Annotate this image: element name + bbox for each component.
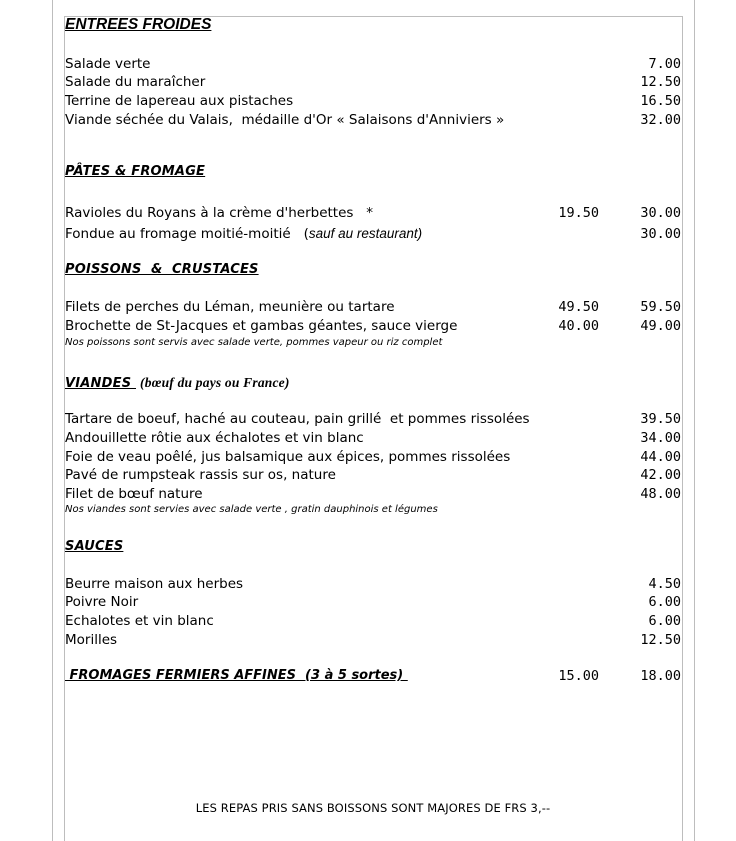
menu-item xyxy=(65,612,681,630)
item-price: 32.00 xyxy=(640,112,681,128)
item-price: 4.50 xyxy=(648,576,681,592)
item-price: 42.00 xyxy=(640,467,681,483)
menu-item xyxy=(65,410,681,428)
section-heading-sauces: SAUCES xyxy=(65,539,124,554)
section-note-viandes: Nos viandes sont servies avec salade verte , gratin dauphinois et légumes xyxy=(65,504,438,515)
item-name: Foie de veau poêlé, jus balsamique aux épices, pommes rissolées xyxy=(65,449,511,465)
section-heading-poissons: POISSONS & CRUSTACES xyxy=(65,262,259,277)
page-border-right xyxy=(694,0,695,841)
item-name: Morilles xyxy=(65,632,118,648)
section-heading-entrees-froides: ENTREES FROIDES xyxy=(65,16,212,33)
section-heading-pates-fromage: PÂTES & FROMAGE xyxy=(65,164,206,179)
item-name: Andouillette rôtie aux échalotes et vin blanc xyxy=(65,430,364,446)
item-price: 48.00 xyxy=(640,486,681,502)
item-price: 49.00 xyxy=(640,318,681,334)
item-price-small: 40.00 xyxy=(558,318,599,334)
item-price: 7.00 xyxy=(648,56,681,72)
footer-note: LES REPAS PRIS SANS BOISSONS SONT MAJORES DE FRS 3,-- xyxy=(195,801,551,815)
item-name: Poivre Noir xyxy=(65,594,139,610)
menu-item xyxy=(65,317,681,335)
menu-item xyxy=(65,631,681,649)
item-name: Terrine de lapereau aux pistaches xyxy=(65,93,294,109)
item-name: Viande séchée du Valais, médaille d'Or « Salaisons d'Anniviers » xyxy=(65,112,505,128)
item-price: 18.00 xyxy=(640,668,681,684)
item-name-remark: sauf au restaurant) xyxy=(308,226,423,241)
item-price: 12.50 xyxy=(640,632,681,648)
item-name: Brochette de St-Jacques et gambas géantes, sauce vierge xyxy=(65,318,458,334)
menu-item xyxy=(65,111,681,129)
item-price-small: 19.50 xyxy=(558,205,599,221)
item-price-small: 15.00 xyxy=(558,668,599,684)
section-heading-fromages: FROMAGES FERMIERS AFFINES (3 à 5 sortes) xyxy=(65,668,408,683)
item-name: Filets de perches du Léman, meunière ou tartare xyxy=(65,299,395,315)
menu-item xyxy=(65,225,681,243)
item-price: 59.50 xyxy=(640,299,681,315)
menu-item xyxy=(65,298,681,316)
item-price: 39.50 xyxy=(640,411,681,427)
heading-title: VIANDES xyxy=(65,376,136,391)
item-price: 34.00 xyxy=(640,430,681,446)
item-price-small: 49.50 xyxy=(558,299,599,315)
item-name: Salade verte xyxy=(65,56,151,72)
menu-item xyxy=(65,204,681,222)
item-price: 6.00 xyxy=(648,594,681,610)
section-note-poissons: Nos poissons sont servis avec salade verte, pommes vapeur ou riz complet xyxy=(65,337,443,348)
item-price: 16.50 xyxy=(640,93,681,109)
item-name: Filet de bœuf nature xyxy=(65,486,203,502)
menu-item xyxy=(65,55,681,73)
menu-item xyxy=(65,485,681,503)
menu-item xyxy=(65,92,681,110)
item-name xyxy=(65,225,422,243)
menu-item xyxy=(65,575,681,593)
item-name: Echalotes et vin blanc xyxy=(65,613,214,629)
section-heading-viandes xyxy=(65,375,290,391)
item-name-text: Fondue au fromage moitié-moitié ( xyxy=(65,226,309,242)
item-price: 12.50 xyxy=(640,74,681,90)
menu-item xyxy=(65,593,681,611)
item-name: Ravioles du Royans à la crème d'herbettes * xyxy=(65,205,374,221)
item-price: 44.00 xyxy=(640,449,681,465)
page-border-left xyxy=(52,0,53,841)
item-price: 30.00 xyxy=(640,205,681,221)
item-name: Salade du maraîcher xyxy=(65,74,206,90)
heading-subtitle: (bœuf du pays ou France) xyxy=(140,375,290,390)
menu-item xyxy=(65,466,681,484)
menu-frame-right xyxy=(682,16,683,841)
menu-item xyxy=(65,429,681,447)
item-name: Beurre maison aux herbes xyxy=(65,576,244,592)
menu-item-fromages xyxy=(65,667,681,685)
item-price: 30.00 xyxy=(640,226,681,242)
menu-item xyxy=(65,448,681,466)
item-name: Pavé de rumpsteak rassis sur os, nature xyxy=(65,467,336,483)
item-price: 6.00 xyxy=(648,613,681,629)
item-name: Tartare de boeuf, haché au couteau, pain grillé et pommes rissolées xyxy=(65,411,530,427)
menu-item xyxy=(65,73,681,91)
